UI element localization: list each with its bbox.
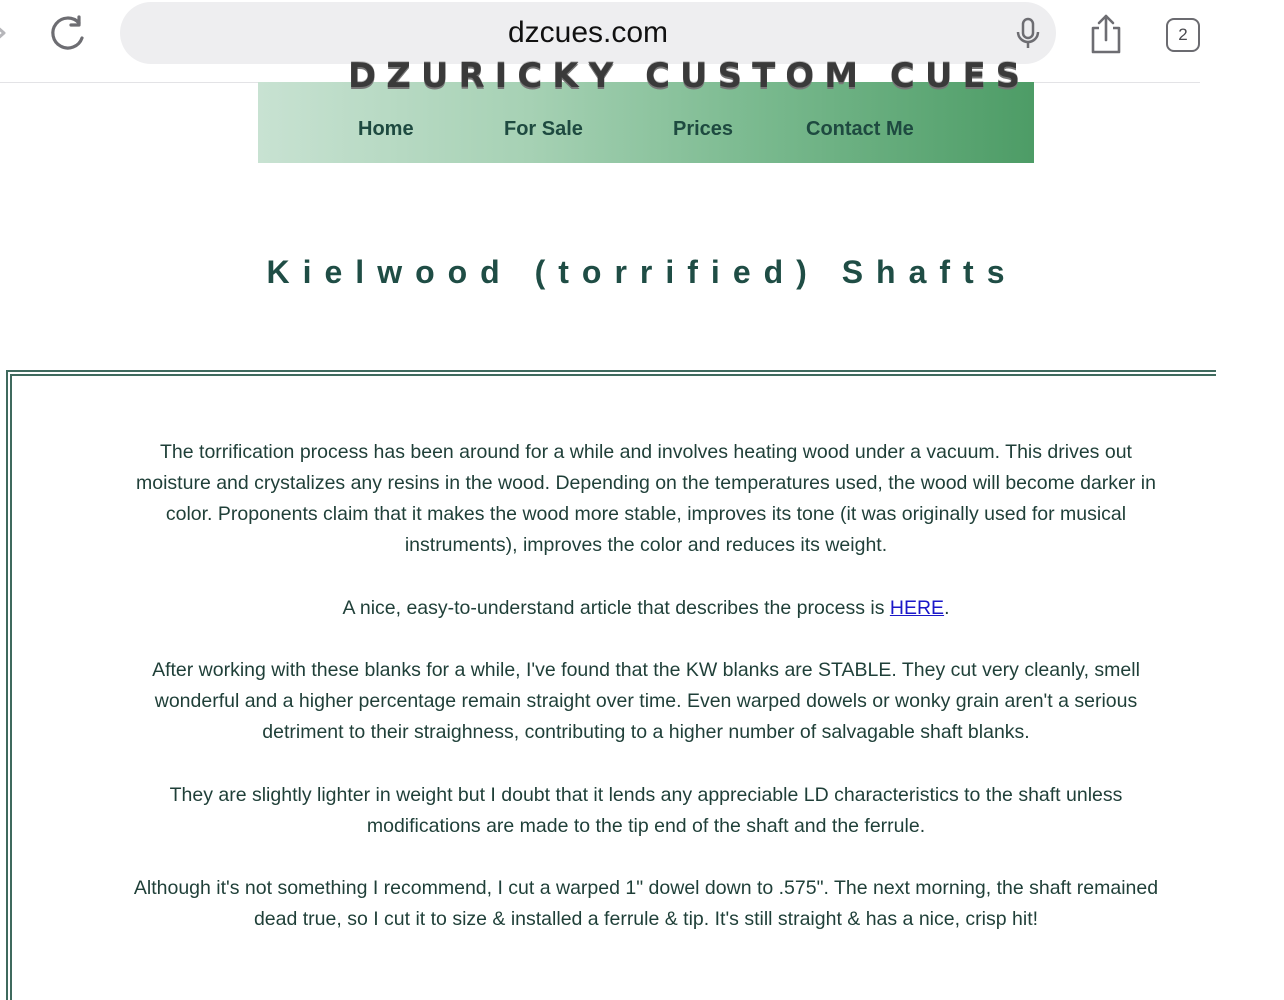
paragraph-dowel: Although it's not something I recommend, I cut a warped 1" dowel down to .575". The next morning, the shaft remained dead true, so I cut it to size & installed a ferrule & tip. It's still straight & has a nice, crisp hit! <box>133 877 1159 930</box>
address-bar[interactable] <box>120 2 1056 64</box>
reload-icon[interactable] <box>46 14 90 54</box>
nav-prices[interactable]: Prices <box>673 118 734 140</box>
article-text-end: . <box>944 597 950 619</box>
site-logo[interactable]: DZURICKY CUSTOM CUES <box>348 56 1031 96</box>
tab-count-button[interactable]: 2 <box>1166 18 1200 52</box>
article-text: A nice, easy-to-understand article that describes the process is <box>342 597 890 619</box>
nav-home[interactable]: Home <box>358 118 414 140</box>
page-title: Kielwood (torrified) Shafts <box>266 254 1018 290</box>
paragraph-weight: They are slightly lighter in weight but I doubt that it lends any appreciable LD characteristics to the shaft unless modifications are made to the tip end of the shaft and the ferrule. <box>169 784 1123 837</box>
site-header-banner <box>258 56 1034 163</box>
nav-contact[interactable]: Contact Me <box>806 118 914 140</box>
article-link[interactable]: HERE <box>889 597 945 619</box>
paragraph-stability: After working with these blanks for a while, I've found that the KW blanks are STABLE. They cut very cleanly, smell wonderful and a higher percentage remain straight over time. Even warped dowels or wonky grain aren't a serious detriment to their straighness, contributing to a higher number of salvagable shaft blanks. <box>152 659 1140 743</box>
paragraph-article <box>120 593 1172 624</box>
nav-for-sale[interactable]: For Sale <box>504 118 583 140</box>
paragraph-torrification: The torrification process has been around for a while and involves heating wood under a vacuum. This drives out moisture and crystalizes any resins in the wood. Depending on the temperatures used, the wood will become darker in color. Proponents claim that it makes the wood more stable, improves its tone (it was originally used for musical instruments), improves the color and reduces its weight. <box>136 441 1156 556</box>
microphone-icon[interactable] <box>1014 16 1042 52</box>
url-text[interactable]: dzcues.com <box>507 16 669 49</box>
back-arrow-icon[interactable] <box>0 18 10 48</box>
share-icon[interactable] <box>1088 12 1124 56</box>
